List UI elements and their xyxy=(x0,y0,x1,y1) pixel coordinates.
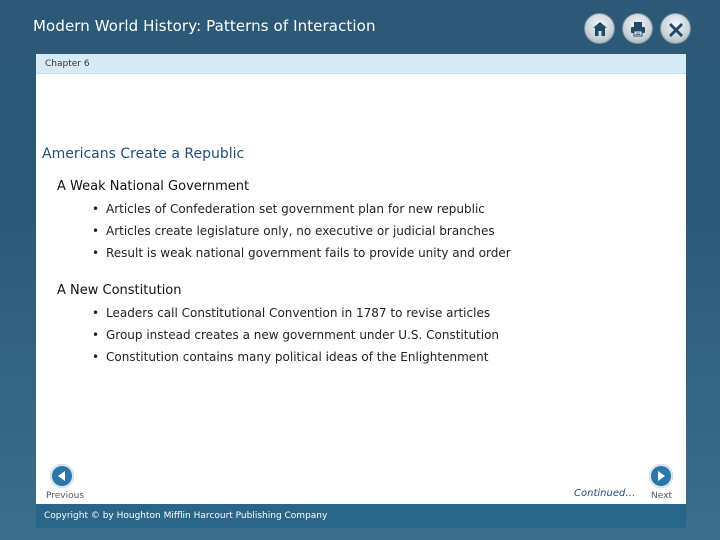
copyright-text: Copyright © by Houghton Mifflin Harcourt Publishing Company xyxy=(44,511,328,521)
app-title: Modern World History: Patterns of Interaction xyxy=(33,17,376,35)
previous-label[interactable]: Previous xyxy=(46,491,85,501)
close-icon xyxy=(667,20,685,38)
close-button[interactable] xyxy=(660,13,691,44)
bullet-text: Result is weak national government fails to provide unity and order xyxy=(106,246,511,260)
print-icon xyxy=(629,20,647,38)
bullet-list xyxy=(92,304,499,370)
bullet-text: Constitution contains many political ideas of the Enlightenment xyxy=(106,350,489,364)
chapter-label: Chapter 6 xyxy=(45,59,90,69)
slide-title: Americans Create a Republic xyxy=(42,146,245,162)
bullet-text: Group instead creates a new government under U.S. Constitution xyxy=(106,328,500,342)
list-item xyxy=(92,200,511,222)
bullet-text: Articles of Confederation set government plan for new republic xyxy=(106,202,485,216)
section-heading: A Weak National Government xyxy=(57,179,250,194)
next-label[interactable]: Next xyxy=(651,491,672,501)
footer-bar xyxy=(36,504,686,528)
arrow-left-icon xyxy=(56,470,68,482)
previous-button[interactable] xyxy=(50,464,74,488)
print-button[interactable] xyxy=(622,13,653,44)
toolbar xyxy=(584,13,691,44)
bullet-marker: • xyxy=(92,350,100,364)
slide-panel xyxy=(36,54,686,528)
list-item xyxy=(92,326,499,348)
list-item xyxy=(92,244,511,266)
chapter-bar xyxy=(36,54,686,74)
bullet-marker: • xyxy=(92,306,100,320)
list-item xyxy=(92,304,499,326)
continued-label: Continued… xyxy=(574,488,636,499)
next-button[interactable] xyxy=(649,464,673,488)
bullet-text: Articles create legislature only, no executive or judicial branches xyxy=(106,224,495,238)
section-heading: A New Constitution xyxy=(57,283,182,298)
list-item xyxy=(92,348,499,370)
bullet-text: Leaders call Constitutional Convention in 1787 to revise articles xyxy=(106,306,491,320)
bullet-marker: • xyxy=(92,224,100,238)
bullet-marker: • xyxy=(92,246,100,260)
bullet-list xyxy=(92,200,511,266)
arrow-right-icon xyxy=(655,470,667,482)
home-icon xyxy=(591,20,609,38)
list-item xyxy=(92,222,511,244)
bullet-marker: • xyxy=(92,328,100,342)
bullet-marker: • xyxy=(92,202,100,216)
home-button[interactable] xyxy=(584,13,615,44)
